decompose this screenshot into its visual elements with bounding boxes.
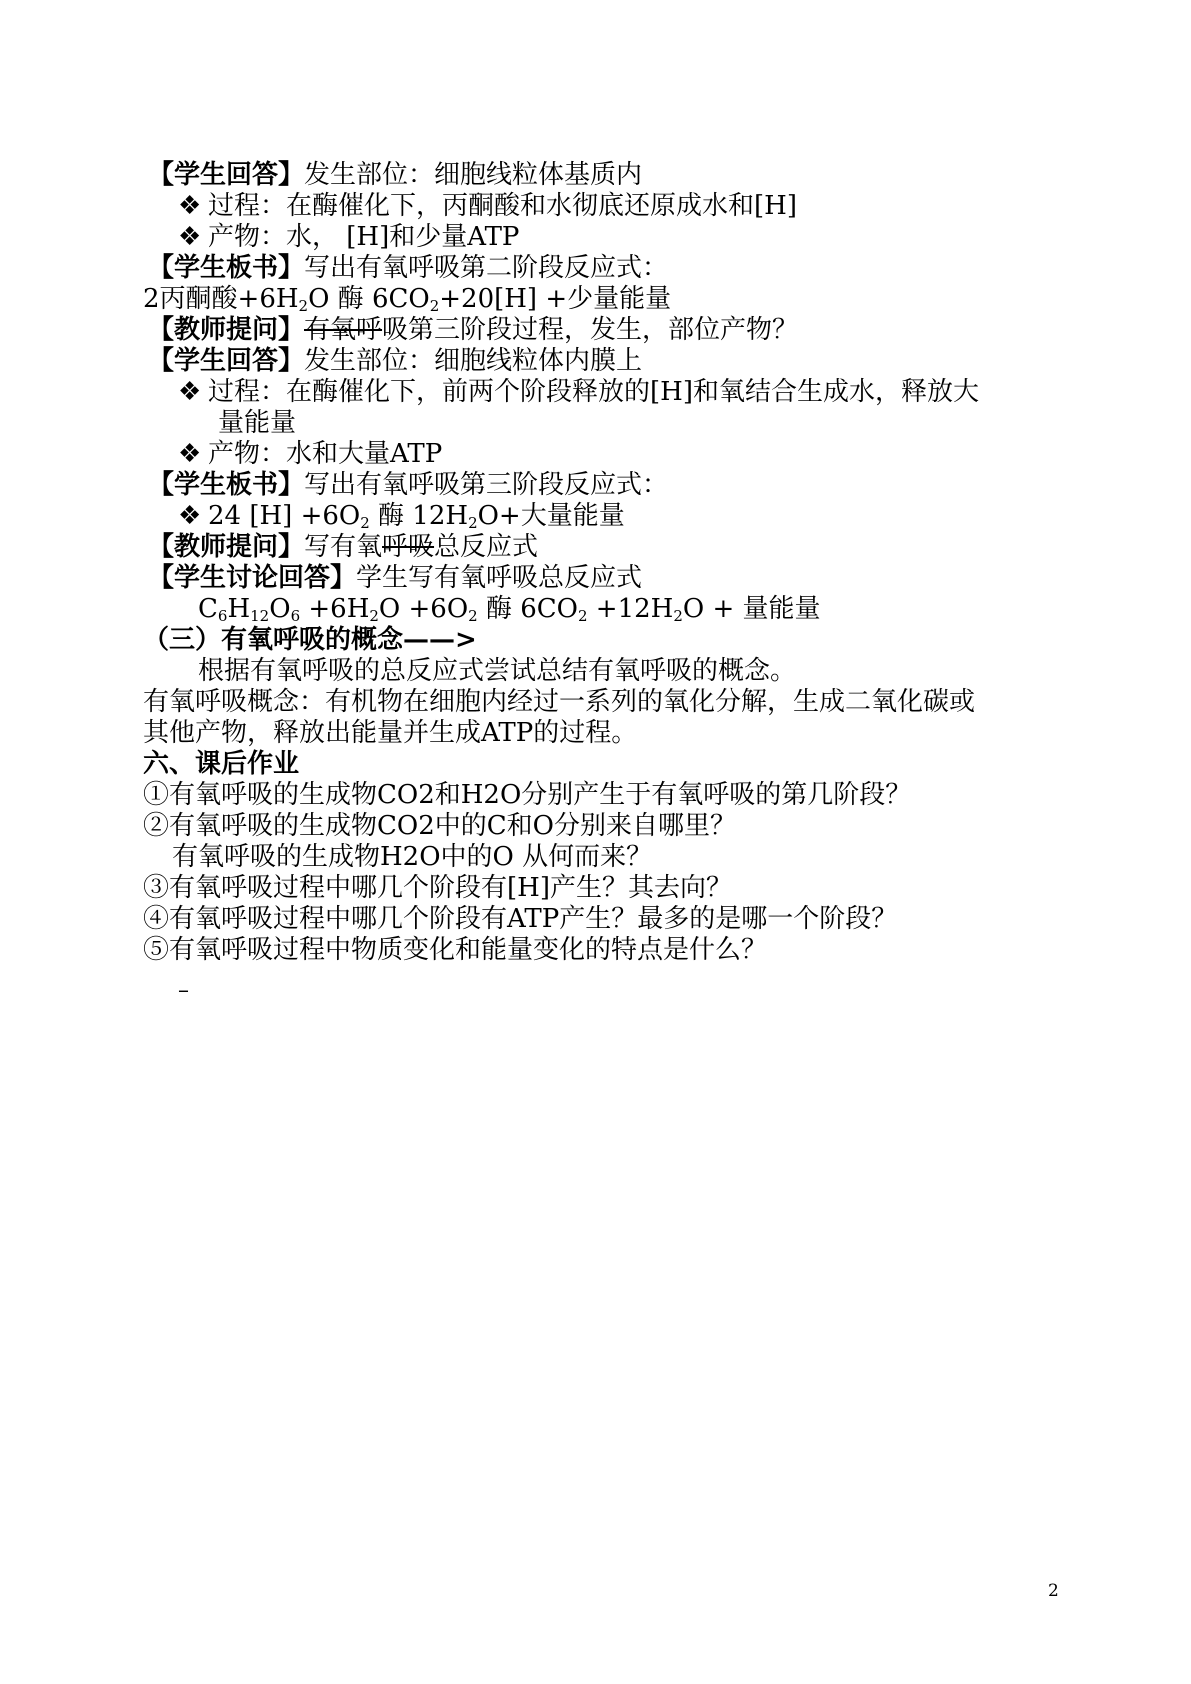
equation-part: +20[H] +少量能量	[439, 284, 672, 314]
equation-total	[198, 594, 821, 624]
section-heading-homework	[143, 749, 299, 779]
line-text: ①有氧呼吸的生成物CO2和H2O分别产生于有氧呼吸的第几阶段？	[143, 780, 912, 810]
line-text: 根据有氧呼吸的总反应式尝试总结有氧呼吸的概念。	[198, 656, 797, 686]
teacher-question-stage3	[148, 315, 798, 345]
page-number: 2	[1048, 1581, 1059, 1601]
line-text: 写有氧	[304, 532, 383, 562]
line-text: 其他产物，释放出能量并生成ATP的过程。	[143, 718, 638, 748]
equation-part: C	[198, 594, 218, 624]
equation-part: H	[227, 594, 251, 624]
section-tag: 【学生讨论回答】	[148, 563, 357, 593]
equation-stage3	[178, 501, 625, 531]
homework-item-2	[143, 811, 736, 841]
student-answer-stage2-location	[148, 160, 642, 190]
line-text: 产物：水， [H]和少量ATP	[208, 222, 520, 252]
bullet-stage3-product	[178, 439, 442, 469]
section-tag: 【学生回答】	[148, 160, 305, 190]
section-tag: 【学生回答】	[148, 346, 305, 376]
line-text: 发生部位：细胞线粒体内膜上	[304, 346, 643, 376]
section-heading-concept	[143, 625, 477, 655]
line-text: ⑤有氧呼吸过程中物质变化和能量变化的特点是什么？	[143, 935, 768, 965]
homework-item-1	[143, 780, 911, 810]
student-board-stage3	[148, 470, 668, 500]
section-tag: 【学生板书】	[148, 470, 305, 500]
line-text: 学生写有氧呼吸总反应式	[356, 563, 643, 593]
equation-part: +12H	[587, 594, 674, 624]
section-heading: （三）有氧呼吸的概念	[143, 625, 404, 655]
section-tag: 【教师提问】	[148, 315, 305, 345]
equation-stage2	[143, 284, 671, 314]
student-answer-stage3-location	[148, 346, 642, 376]
bullet-stage3-process-cont	[218, 408, 296, 438]
equation-part: O	[269, 594, 291, 624]
subscript: 2	[673, 607, 683, 625]
line-text: ③有氧呼吸过程中哪几个阶段有[H]产生？其去向？	[143, 873, 732, 903]
section-tag: 【教师提问】	[148, 532, 305, 562]
bullet-icon: ❖	[178, 191, 202, 221]
subscript: 2	[360, 514, 370, 532]
subscript: 2	[468, 514, 478, 532]
line-text: ②有氧呼吸的生成物CO2中的C和O分别来自哪里？	[143, 811, 736, 841]
student-board-stage2	[148, 253, 668, 283]
line-text: 写出有氧呼吸第二阶段反应式：	[304, 253, 669, 283]
equation-part: 酶 12H	[369, 501, 469, 531]
right-arrow-icon: ——>	[403, 625, 477, 655]
line-text: 产物：水和大量ATP	[208, 439, 443, 469]
equation-part: 2丙酮酸+6H	[143, 284, 299, 314]
concept-definition-cont	[143, 718, 637, 748]
subscript: 2	[577, 607, 588, 625]
concept-definition	[143, 687, 975, 717]
line-text: ④有氧呼吸过程中哪几个阶段有ATP产生？最多的是哪一个阶段？	[143, 904, 898, 934]
line-text: 量能量	[218, 408, 297, 438]
line-text: 有氧呼吸概念：有机物在细胞内经过一系列的氧化分解，生成二氧化碳或	[143, 687, 976, 717]
trailing-mark: –	[178, 978, 189, 1003]
bullet-icon: ❖	[178, 501, 202, 531]
subscript: 2	[369, 607, 379, 625]
bullet-icon: ❖	[178, 439, 202, 469]
equation-part: O+大量能量	[477, 501, 625, 531]
line-text: 有氧呼吸的生成物H2O中的O 从何而来？	[172, 842, 653, 872]
bullet-icon: ❖	[178, 222, 202, 252]
equation-part: O 酶 6CO	[308, 284, 430, 314]
subscript: 2	[429, 297, 440, 315]
subscript: 2	[468, 607, 478, 625]
bullet-icon: ❖	[178, 377, 202, 407]
line-text: 吸第三阶段过程，发生，部位产物？	[382, 315, 799, 345]
subscript: 6	[290, 607, 301, 625]
section-heading: 六、课后作业	[143, 749, 300, 779]
line-text: 总反应式	[434, 532, 539, 562]
equation-part: +6H	[300, 594, 370, 624]
equation-part: 24 [H] +6O	[208, 501, 361, 531]
line-text: 发生部位：细胞线粒体基质内	[304, 160, 643, 190]
struck-text: 有氧呼	[304, 315, 383, 345]
subscript: 6	[217, 607, 228, 625]
concept-instruction	[198, 656, 796, 686]
homework-item-3	[143, 873, 732, 903]
struck-text: 呼吸	[382, 532, 435, 562]
equation-part: O + 量能量	[682, 594, 821, 624]
equation-part: 酶 6CO	[477, 594, 578, 624]
teacher-question-total	[148, 532, 538, 562]
homework-item-2-sub	[172, 842, 652, 872]
section-tag: 【学生板书】	[148, 253, 305, 283]
subscript: 2	[298, 297, 309, 315]
homework-item-5	[143, 935, 767, 965]
student-discussion-answer	[148, 563, 642, 593]
line-text: 写出有氧呼吸第三阶段反应式：	[304, 470, 669, 500]
bullet-stage2-process	[178, 191, 797, 221]
bullet-stage2-product	[178, 222, 519, 252]
subscript: 12	[250, 607, 270, 625]
equation-part: O +6O	[378, 594, 469, 624]
bullet-stage3-process	[178, 377, 979, 407]
line-text: 过程：在酶催化下，丙酮酸和水彻底还原成水和[H]	[208, 191, 797, 221]
line-text: 过程：在酶催化下，前两个阶段释放的[H]和氧结合生成水，释放大	[208, 377, 979, 407]
homework-item-4	[143, 904, 897, 934]
